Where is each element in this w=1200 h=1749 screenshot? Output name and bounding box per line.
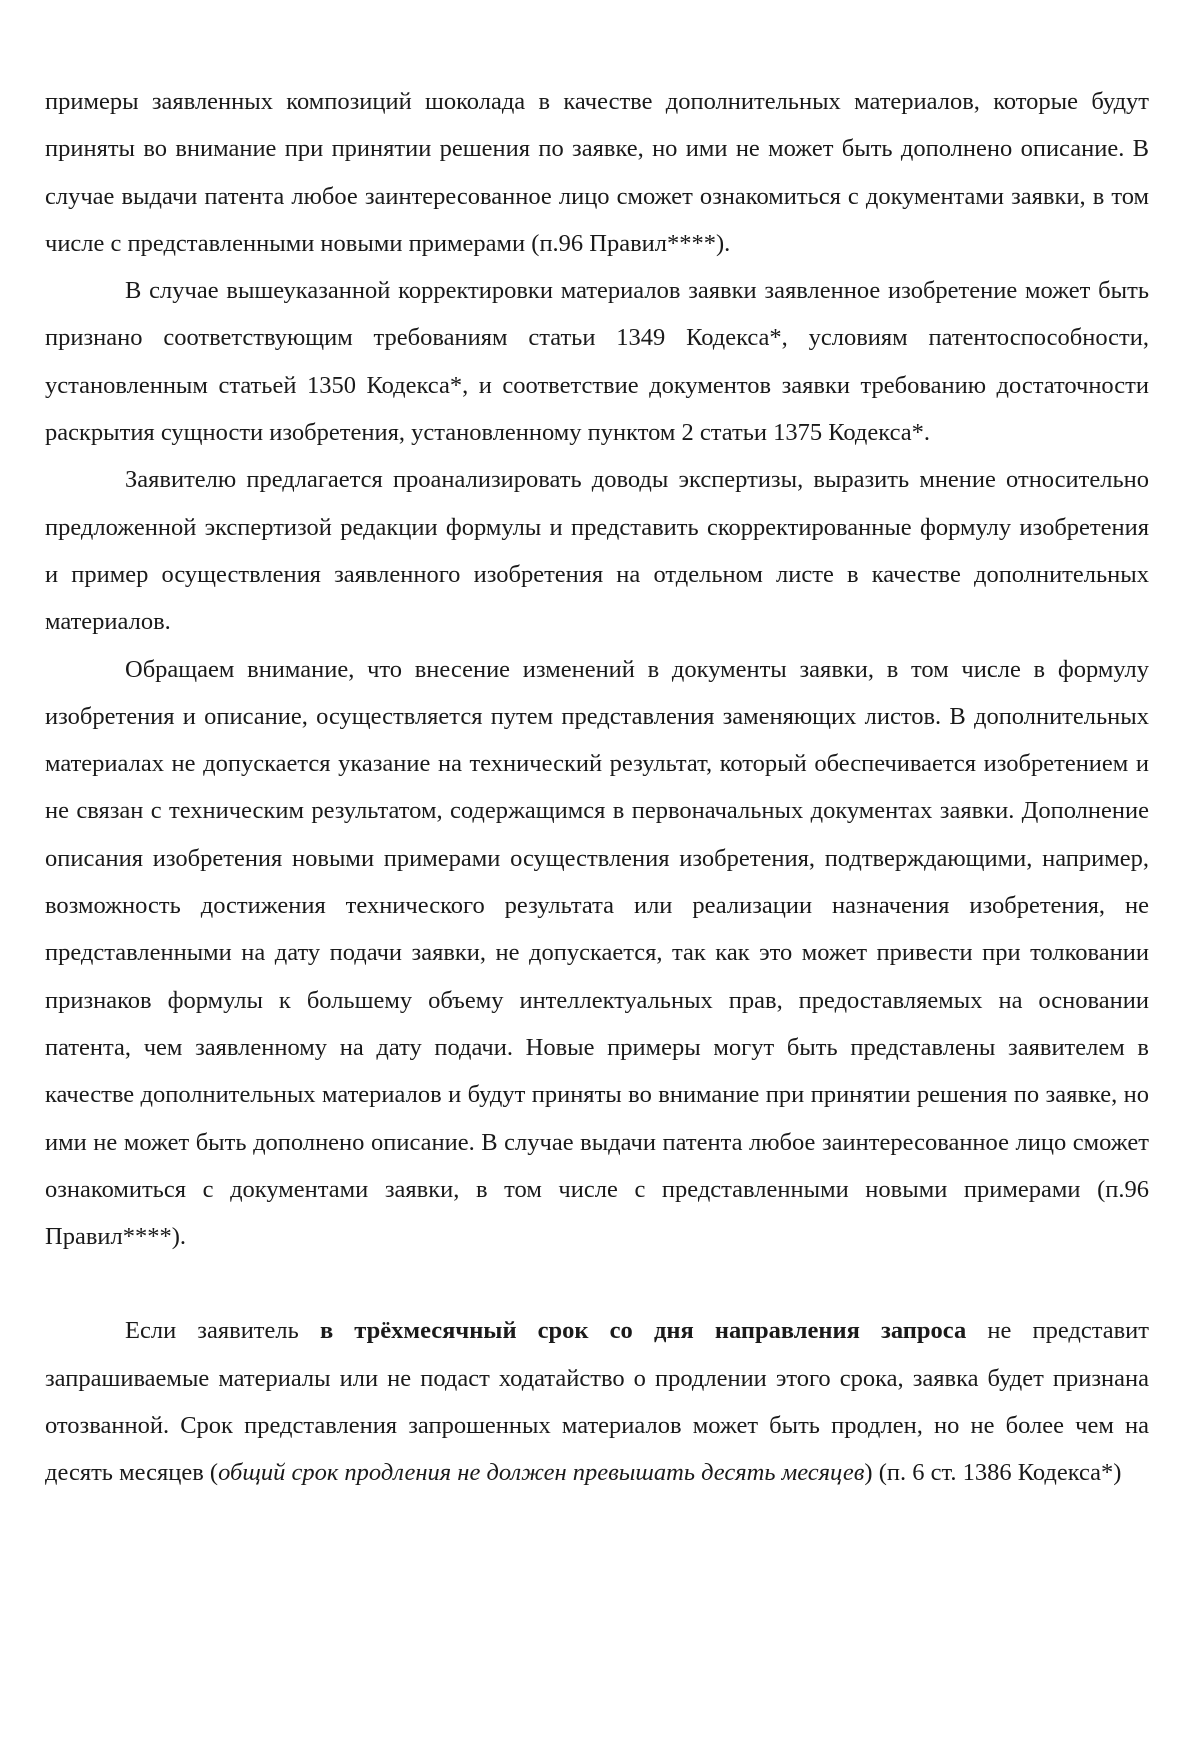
deadline-text-start: Если заявитель [125,1317,320,1345]
deadline-text-end: ) (п. 6 ст. 1386 Кодекса*) [864,1459,1122,1487]
document-page [45,78,1149,1497]
deadline-text-middle: не представит запрашиваемые материалы или не подаст ходатайство о продлении этого срока, заявка будет признана отозванной. Срок представления запрошенных материалов может быть продлен, но не более чем на десять месяцев ( [45,1317,1149,1487]
deadline-italic-note: общий срок продления не должен превышать десять месяцев [218,1459,865,1487]
paragraph-correction: В случае вышеуказанной корректировки материалов заявки заявленное изобретение может быть признано соответствующим требованиям статьи 1349 Кодекса*, условиям патентоспособности, установленным статьей 1350 Кодекса*, и соответствие документов заявки требованию достаточности раскрытия сущности изобретения, установленному пунктом 2 статьи 1375 Кодекса*. [45,277,1149,447]
deadline-bold-term: в трёхмесячный срок со дня направления запроса [319,1317,967,1345]
paragraph-applicant-request: Заявителю предлагается проанализировать доводы экспертизы, выразить мнение относительно предложенной экспертизой редакции формулы и представить скорректированные формулу изобретения и пример осуществления заявленного изобретения на отдельном листе в качестве дополнительных материалов. [45,466,1149,636]
paragraph-continuation: примеры заявленных композиций шоколада в качестве дополнительных материалов, которые будут приняты во внимание при принятии решения по заявке, но ими не может быть дополнено описание. В случае выдачи патента любое заинтересованное лицо сможет ознакомиться с документами заявки, в том числе с представленными новыми примерами (п.96 Правил****). [45,88,1149,257]
paragraph-deadline [45,1307,1149,1496]
paragraph-attention-notice: Обращаем внимание, что внесение изменений в документы заявки, в том числе в формулу изобретения и описание, осуществляется путем представления заменяющих листов. В дополнительных материалах не допускается указание на технический результат, который обеспечивается изобретением и не связан с техническим результатом, содержащимся в первоначальных документах заявки. Дополнение описания изобретения новыми примерами осуществления изобретения, подтверждающими, например, возможность достижения технического результата или реализации назначения изобретения, не представленными на дату подачи заявки, не допускается, так как это может привести при толковании признаков формулы к большему объему интеллектуальных прав, предоставляемых на основании патента, чем заявленному на дату подачи. Новые примеры могут быть представлены заявителем в качестве дополнительных материалов и будут приняты во внимание при принятии решения по заявке, но ими не может быть дополнено описание. В случае выдачи патента любое заинтересованное лицо сможет ознакомиться с документами заявки, в том числе с представленными новыми примерами (п.96 Правил****). [45,655,1149,1251]
